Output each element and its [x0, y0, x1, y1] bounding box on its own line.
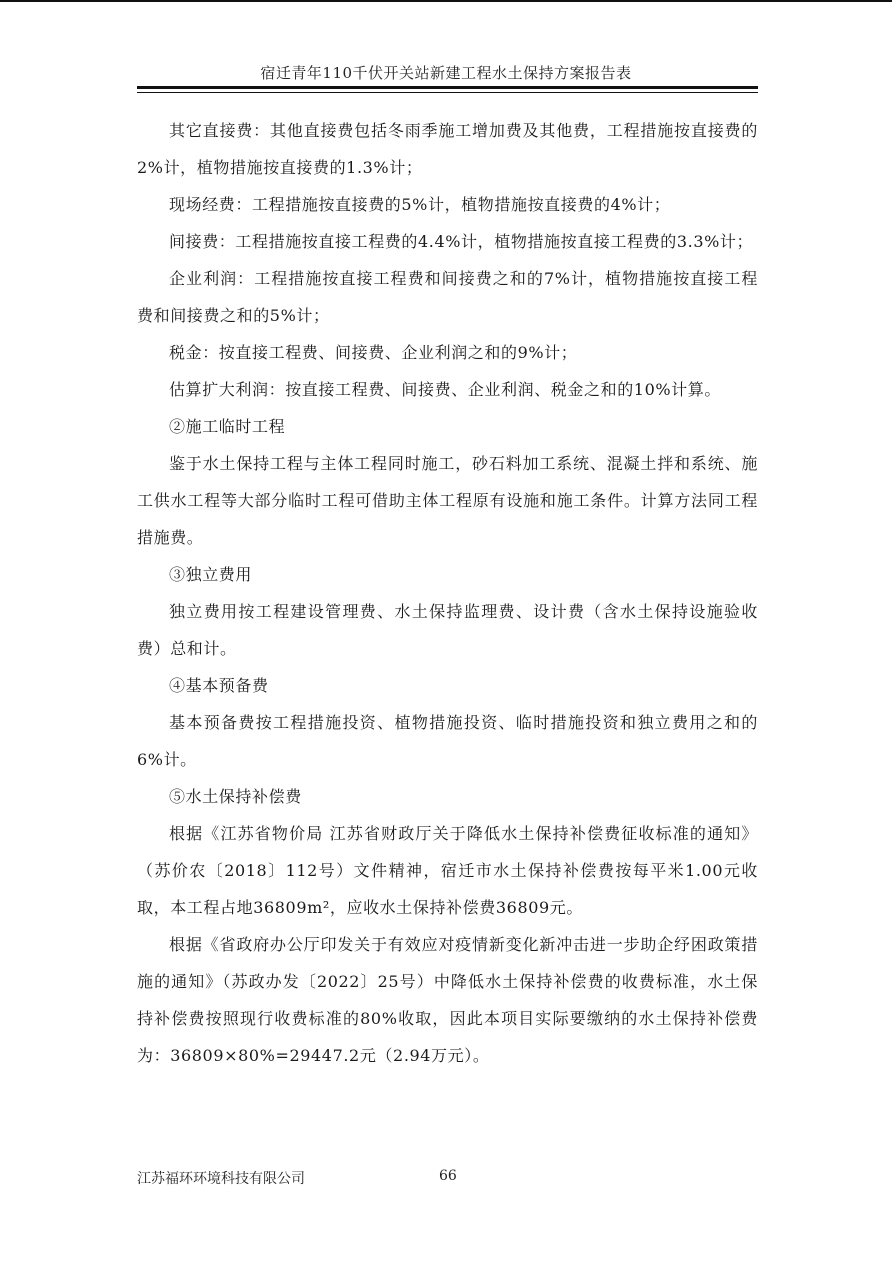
running-header-title: 宿迁青年110千伏开关站新建工程水土保持方案报告表	[260, 64, 632, 82]
paragraph-independent-cost: 独立费用按工程建设管理费、水土保持监理费、设计费（含水土保持设施验收费）总和计。	[137, 602, 758, 658]
paragraph-compensation-standard: 根据《江苏省物价局 江苏省财政厅关于降低水土保持补偿费征收标准的通知》（苏价农〔2018〕112号）文件精神，宿迁市水土保持补偿费按每平米1.00元收取，本工程占地36809m²，应收水土保持补偿费36809元。	[137, 824, 758, 917]
paragraph-indirect-cost: 间接费：工程措施按直接工程费的4.4%计，植物措施按直接工程费的3.3%计；	[169, 232, 754, 251]
paragraph-enterprise-profit: 企业利润：工程措施按直接工程费和间接费之和的7%计，植物措施按直接工程费和间接费之和的5%计；	[137, 269, 758, 325]
paragraph-tax: 税金：按直接工程费、间接费、企业利润之和的9%计；	[169, 343, 578, 362]
section-heading-basic-reserve: ④基本预备费	[169, 676, 269, 695]
paragraph-site-expense: 现场经费：工程措施按直接费的5%计，植物措施按直接费的4%计；	[169, 195, 671, 214]
page-number: 66	[439, 1168, 457, 1184]
page-top-border	[0, 0, 892, 2]
paragraph-expanded-profit: 估算扩大利润：按直接工程费、间接费、企业利润、税金之和的10%计算。	[169, 380, 721, 399]
paragraph-temporary-works: 鉴于水土保持工程与主体工程同时施工，砂石料加工系统、混凝土拌和系统、施工供水工程等大部分临时工程可借助主体工程原有设施和施工条件。计算方法同工程措施费。	[137, 454, 758, 547]
footer-company-name: 江苏福环环境科技有限公司	[137, 1171, 305, 1187]
paragraph-other-direct-cost: 其它直接费：其他直接费包括冬雨季施工增加费及其他费，工程措施按直接费的2%计，植物措施按直接费的1.3%计；	[137, 121, 758, 177]
body-text	[137, 112, 758, 1074]
paragraph-compensation-reduction: 根据《省政府办公厅印发关于有效应对疫情新变化新冲击进一步助企纾困政策措施的通知》（苏政办发〔2022〕25号）中降低水土保持补偿费的收费标准，水土保持补偿费按照现行收费标准的80%收取，因此本项目实际要缴纳的水土保持补偿费为：36809×80%=29447.2元（2.94万元）。	[137, 935, 758, 1065]
section-heading-independent-cost: ③独立费用	[169, 565, 253, 584]
header-rule-thick	[137, 86, 758, 89]
section-heading-temporary-works: ②施工临时工程	[169, 417, 286, 436]
section-heading-compensation-fee: ⑤水土保持补偿费	[169, 787, 302, 806]
header-rule-thin	[137, 92, 758, 93]
paragraph-basic-reserve: 基本预备费按工程措施投资、植物措施投资、临时措施投资和独立费用之和的6%计。	[137, 713, 758, 769]
